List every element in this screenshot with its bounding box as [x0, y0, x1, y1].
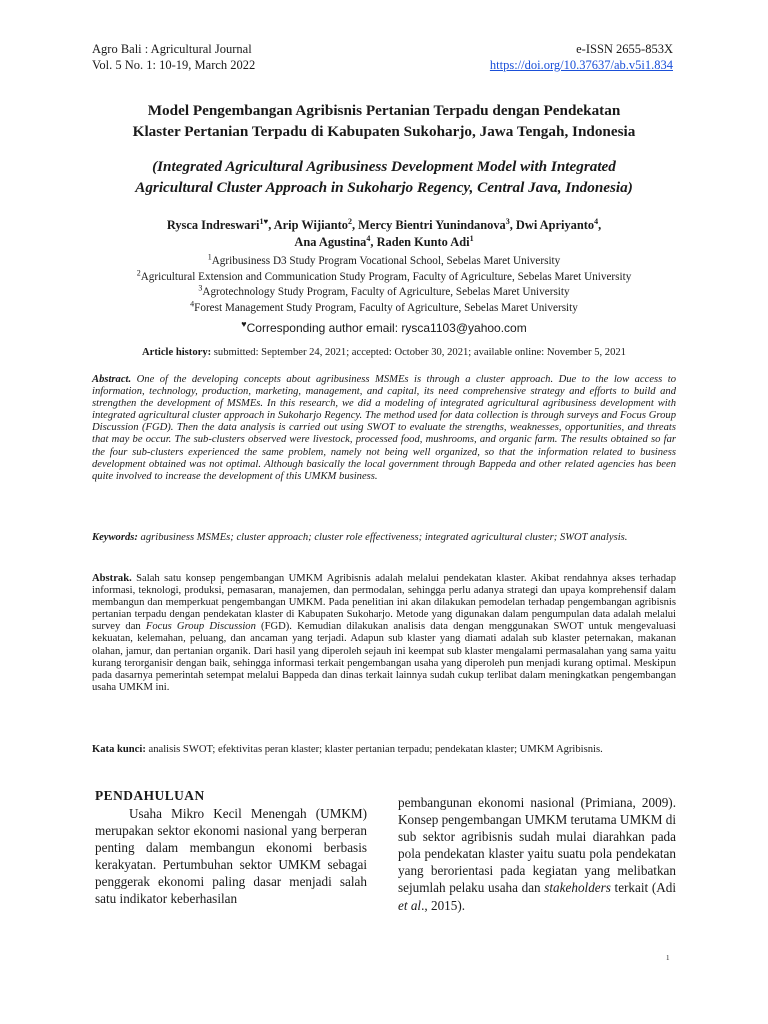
abstrak-text-1: Salah satu konsep pengembangan UMKM Agribisnis adalah melalui pendekatan klaster. Akibat rendahnya akses terhadap informasi, teknologi, produksi, pemasaran, manajemen, dan permodalan, sehingga perlu adanya strategi dan upaya komprehensif dalam membangun dan memperkuat pengembangan UMKM. Pada penelitian ini akan dilakukan pemodelan terhadap pengembangan agribisnis pertanian terpadu dengan pendekatan klaster di Kabupaten Sukoharjo. Metode yang digunakan dalam pengumpulan data adalah melalui survey dan	[92, 573, 676, 633]
affiliation-line: $^2$Agricultural Extension and Communication Study Program, Faculty of Agriculture, Sebelas Maret University	[136, 267, 632, 283]
intro-right-column	[398, 794, 676, 914]
intro-right-italic: stakeholders	[544, 880, 611, 896]
corresponding-email	[60, 316, 708, 336]
author-sup: 3	[505, 216, 510, 226]
abstrak-label: Abstrak.	[92, 573, 132, 584]
paper-title-en-line2: Agricultural Cluster Approach in Sukoharjo Regency, Central Java, Indonesia)	[135, 179, 633, 196]
journal-header	[92, 41, 255, 73]
journal-volume: Vol. 5 No. 1: 10-19, March 2022	[92, 58, 256, 72]
heart-icon: ♥	[241, 319, 247, 329]
intro-left-column	[95, 805, 367, 908]
article-history-label: Article history:	[142, 347, 212, 358]
kata-kunci-text: analisis SWOT; efektivitas peran klaster; klaster pertanian terpadu; pendekatan klaster; UMKM Agribisnis.	[145, 744, 603, 755]
doi-link[interactable]: https://doi.org/10.37637/ab.v5i1.834	[489, 58, 673, 72]
abstract-text: One of the developing concepts about agribusiness MSMEs is through a cluster approach. Due to the low access to information, technology, production, marketing, management, and capital, its need comprehensive strategy and efforts to build and strengthen the development of MSMEs. In this research, we did a modeling of integrated agricultural agribusiness development with integrated agricultural cluster approach in Sukoharjo Regency. The method used for data collection is through surveys and Focus Group Discussion (FGD). Then the data analysis is carried out using SWOT to evaluate the strengths, weaknesses, opportunities, and threats that may be occur. The sub-clusters observed were livestock, processed food, mushrooms, and organic farm. The results obtained so far the four sub-clusters experienced the same problem, namely not being well organized, so that the information related to business development obtained was not optimal. Although basically the local government through Bappeda and other related agencies has been quite involved to increase the development of this UMKM business.	[92, 374, 676, 482]
author-list: Rysca Indreswari$^{1♥}$, Arip Wijianto$^2$, Mercy Bientri Yunindanova$^3$, Dwi Apriyanto$^4$, Ana Agustina$^4$, Raden Kunto Adi$^1$	[166, 216, 602, 249]
issn: e-ISSN 2655-853X	[576, 42, 673, 56]
paper-title-line1: Model Pengembangan Agribisnis Pertanian Terpadu dengan Pendekatan	[147, 102, 621, 119]
author-sup: 4	[366, 233, 371, 243]
article-history-text: submitted: September 24, 2021; accepted: October 30, 2021; available online: November 5, 2021	[211, 347, 626, 358]
abstrak-fgd-italic: Focus Group Discussion	[145, 621, 256, 633]
affiliation-line: $^1$Agribusiness D3 Study Program Vocational School, Sebelas Maret University	[207, 252, 561, 267]
author-name: Ana Agustina	[294, 235, 367, 249]
keywords-text: agribusiness MSMEs; cluster approach; cluster role effectiveness; integrated agricultural cluster; SWOT analysis.	[137, 532, 628, 543]
author-sup: 1	[469, 233, 474, 243]
paper-title-english	[60, 156, 708, 198]
affiliation-line: $^4$Forest Management Study Program, Faculty of Agriculture, Sebelas Maret University	[190, 298, 578, 314]
abstrak-text-2: (FGD). Kemudian dilakukan analisis data dengan menggunakan SWOT untuk mengevaluasi kekuatan, kelemahan, peluang, dan ancaman yang terjadi. Adapun sub klaster yang diamati adalah sub klaster peternakan, makanan olahan, jamur, dan pertanian organik. Dari hasil yang diperoleh sejauh ini keempat sub klaster mengalami permasalahan yang sama yaitu kurang terorganisir dengan baik, sehingga informasi terkait pengembangan usaha yang diperoleh pun menjadi kurang optimal. Meskipun pada dasarnya pemerintah setempat melalui Bappeda dan dinas terkait lainnya sudah cukup terlibat dalam meningkatkan pengembangan usaha UMKM ini.	[92, 621, 676, 693]
author-name: Dwi Apriyanto	[515, 218, 595, 232]
issn-header	[490, 41, 673, 73]
keywords-label: Keywords:	[92, 532, 138, 543]
author-name: Rysca Indreswari	[166, 218, 260, 232]
page-number: 1	[666, 954, 670, 962]
paper-title-en-line1: (Integrated Agricultural Agribusiness Development Model with Integrated	[152, 158, 616, 175]
keywords-indonesian	[92, 744, 676, 756]
author-name: Arip Wijianto	[273, 218, 348, 232]
affiliation-line: $^3$Agrotechnology Study Program, Faculty of Agriculture, Sebelas Maret University	[198, 283, 570, 298]
intro-right-text-1: pembangunan ekonomi nasional (Primiana, 2009). Konsep pengembangan UMKM terutama UMKM di sub sektor agribisnis sudah mulai diarahkan pada pola pendekatan klaster yaitu suatu pola pendekatan yang berorientasi pada kegiatan yang melibatkan sejumlah pelaku usaha dan	[398, 795, 676, 896]
intro-right-text-3: ., 2015).	[421, 897, 466, 913]
affiliation-list	[60, 254, 708, 316]
intro-right-text-2: terkait (Adi	[610, 880, 676, 896]
section-heading: PENDAHULUAN	[95, 788, 205, 803]
abstract-indonesian	[92, 573, 676, 694]
journal-name: Agro Bali : Agricultural Journal	[92, 42, 252, 56]
author-sup: 2	[347, 216, 352, 226]
abstract-label: Abstract.	[92, 374, 132, 385]
paper-title	[60, 100, 708, 142]
kata-kunci-label: Kata kunci:	[92, 744, 146, 755]
paper-title-line2: Klaster Pertanian Terpadu di Kabupaten Sukoharjo, Jawa Tengah, Indonesia	[132, 123, 636, 140]
corresponding-email-text: Corresponding author email: rysca1103@yahoo.com	[246, 321, 527, 335]
article-history	[92, 346, 676, 360]
intro-left-text: Usaha Mikro Kecil Menengah (UMKM) merupakan sektor ekonomi nasional yang berperan penting dalam membangun ekonomi berbasis kerakyatan. Pertumbuhan sektor UMKM sebagai penggerak ekonomi paling dasar menjadi salah satu indikator keberhasilan	[95, 806, 367, 907]
author-name: Mercy Bientri Yunindanova	[358, 218, 506, 232]
intro-right-etal: et al	[398, 897, 422, 913]
author-name: Raden Kunto Adi	[376, 235, 470, 249]
keywords-english	[92, 532, 676, 544]
author-sup: 1♥	[259, 216, 269, 226]
abstract-english	[92, 374, 676, 483]
author-sup: 4	[594, 216, 599, 226]
